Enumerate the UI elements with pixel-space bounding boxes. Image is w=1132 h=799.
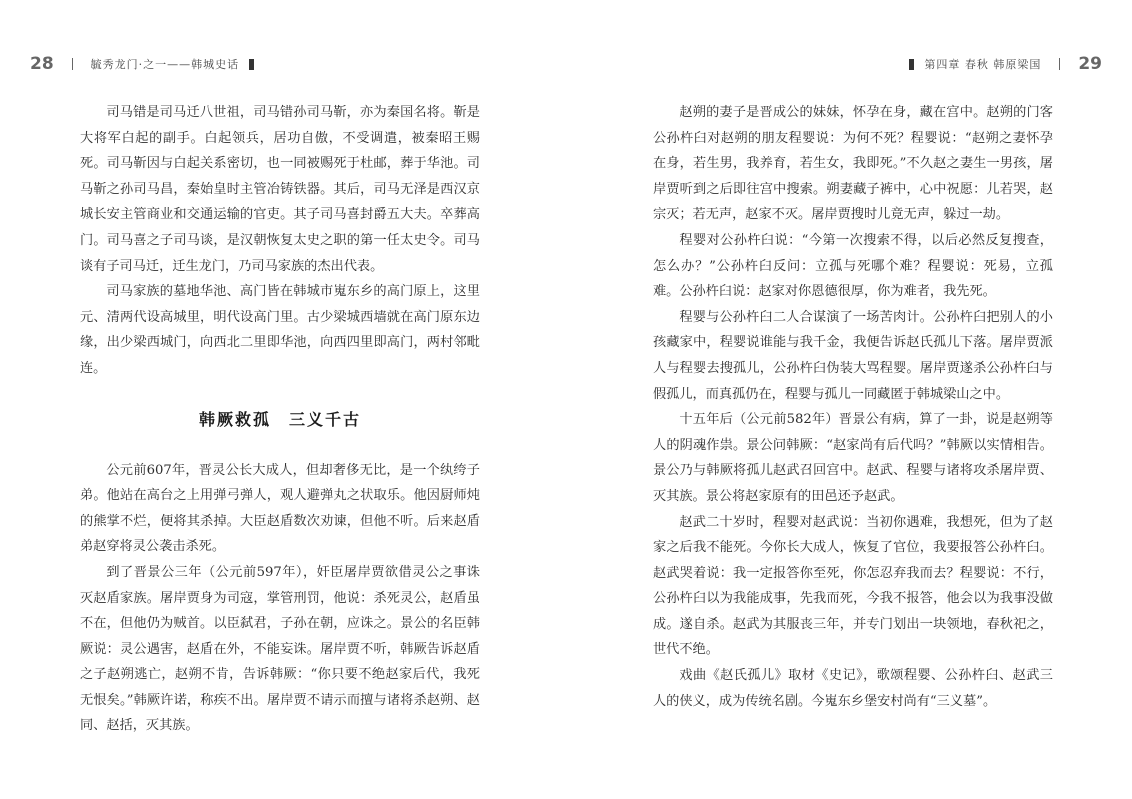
header-block-marker — [249, 59, 254, 70]
page-number: 28 — [30, 54, 54, 74]
page-number: 29 — [1078, 54, 1102, 74]
paragraph: 十五年后（公元前582年）晋景公有病，算了一卦，说是赵朔等人的阴魂作祟。景公问韩厥：“赵家尚有后代吗？”韩厥以实情相告。景公乃与韩厥将孤儿赵武召回宫中。赵武、程婴与诸将攻杀屠岸贾、灭其族。景公将赵家原有的田邑还予赵武。 — [653, 412, 1053, 504]
header-divider — [72, 58, 73, 70]
left-header — [30, 52, 264, 76]
paragraph: 程婴对公孙杵臼说：“今第一次搜索不得，以后必然反复搜查，怎么办？”公孙杵臼反问：立孤与死哪个难？程婴说：死易，立孤难。公孙杵臼说：赵家对你恩德很厚，你为难者，我先死。 — [653, 232, 1053, 300]
paragraph: 公元前607年，晋灵公长大成人，但却奢侈无比，是一个纨绔子弟。他站在高台之上用弹弓弹人，观人避弹丸之状取乐。他因厨师炖的熊掌不烂，便将其杀掉。大臣赵盾数次劝谏，但他不听。后来赵盾弟赵穿将灵公袭击杀死。 — [80, 462, 480, 555]
chapter-title: 第四章 春秋 韩原梁国 — [924, 58, 1042, 71]
paragraph: 司马家族的墓地华池、高门皆在韩城市嵬东乡的高门原上，这里元、清两代设高城里，明代设高门里。古少梁城西墙就在高门原东边缘，出少梁西城门，向西北二里即华池，向西四里即高门，两村邻毗连。 — [80, 284, 480, 376]
paragraph: 司马错是司马迁八世祖，司马错孙司马靳，亦为秦国名将。靳是大将军白起的副手。白起领兵，居功自傲，不受调遣，被秦昭王赐死。司马靳因与白起关系密切，也一同被赐死于杜邮，葬于华池。司马靳之孙司马昌，秦始皇时主管冶铸铁器。其后，司马无泽是西汉京城长安主管商业和交通运输的官吏。其子司马喜封爵五大夫。卒葬高门。司马喜之子司马谈，是汉朝恢复太史之职的第一任太史令。司马谈有子司马迁，迁生龙门，乃司马家族的杰出代表。 — [80, 105, 480, 274]
paragraph: 赵武二十岁时，程婴对赵武说：当初你遇难，我想死，但为了赵家之后我不能死。今你长大成人，恢复了官位，我要报答公孙杵臼。赵武哭着说：我一定报答你至死，你怎忍弃我而去？程婴说：不行，公孙杵臼以为我能成事，先我而死，今我不报答，他会以为我事没做成。遂自杀。赵武为其服丧三年，并专门划出一块领地，春秋祀之，世代不绝。 — [653, 514, 1053, 658]
header-divider — [1059, 58, 1060, 70]
paragraph: 程婴与公孙杵臼二人合谋演了一场苦肉计。公孙杵臼把别人的小孩藏家中，程婴说谁能与我千金，我便告诉赵氏孤儿下落。屠岸贾派人与程婴去搜孤儿，公孙杵臼伪装大骂程婴。屠岸贾遂杀公孙杵臼与假孤儿，而真孤仍在，程婴与孤儿一同藏匿于韩城梁山之中。 — [653, 309, 1053, 402]
right-body-text — [653, 100, 1053, 714]
paragraph: 赵朔的妻子是晋成公的妹妹，怀孕在身，藏在宫中。赵朔的门客公孙杵臼对赵朔的朋友程婴说：为何不死？程婴说：“赵朔之妻怀孕在身，若生男，我养育，若生女，我即死。”不久赵之妻生一男孩，屠岸贾听到之后即往宫中搜索。朔妻藏子裤中，心中祝愿：儿若哭，赵宗灭；若无声，赵家不灭。屠岸贾搜时儿竟无声，躲过一劫。 — [653, 105, 1053, 223]
paragraph: 到了晋景公三年（公元前597年），奸臣屠岸贾欲借灵公之事诛灭赵盾家族。屠岸贾身为司寇，掌管刑罚，他说：杀死灵公，赵盾虽不在，但他仍为贼首。以臣弑君，子孙在朝，应诛之。景公的名臣韩厥说：灵公遇害，赵盾在外，不能妄诛。屠岸贾不听，韩厥告诉赵盾之子赵朔逃亡，赵朔不肯，告诉韩厥：“你只要不绝赵家后代，我死无恨矣。”韩厥许诺，称疾不出。屠岸贾不请示而擅与诸将杀赵朔、赵同、赵括，灭其族。 — [80, 564, 480, 734]
right-header — [899, 52, 1102, 76]
section-title: 韩厥救孤 三义千古 — [198, 409, 361, 429]
book-title: 毓秀龙门·之一——韩城史话 — [90, 58, 240, 71]
paragraph: 戏曲《赵氏孤儿》取材《史记》，歌颂程婴、公孙杵臼、赵武三人的侠义，成为传统名剧。今嵬东乡堡安村尚有“三义墓”。 — [653, 668, 1053, 709]
left-body-text — [80, 100, 480, 739]
right-page — [566, 0, 1132, 799]
header-block-marker — [909, 59, 914, 70]
